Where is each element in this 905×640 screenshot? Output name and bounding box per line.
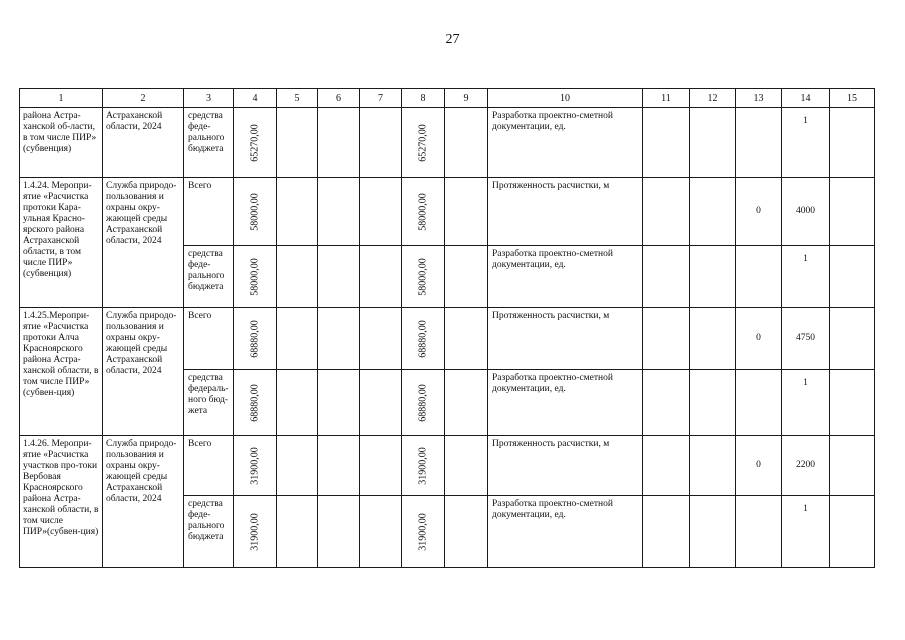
col-5-cell [277,108,318,178]
col-5-cell [277,370,318,436]
amount-col-4-value: 58000,00 [249,192,261,231]
activity-name: района Астра-ханской об-ласти, в том числе ПИР» (субвенция) [20,108,103,178]
amount-col-8 [402,496,445,568]
col-9-cell [445,178,488,246]
amount-col-8-value: 68880,00 [417,383,429,422]
col-5-cell [277,178,318,246]
col-5-cell [277,436,318,496]
col-13-value: 0 [736,308,782,370]
col-7-cell [360,178,402,246]
col-15-cell [830,108,875,178]
indicator-name: Разработка проектно-сметной документации, ед. [488,370,643,436]
amount-col-8 [402,308,445,370]
col-7-cell [360,108,402,178]
indicator-name: Разработка проектно-сметной документации, ед. [488,496,643,568]
amount-col-8-value: 65270,00 [417,123,429,162]
column-number-11: 11 [643,89,690,108]
col-12-cell [690,246,736,308]
executor-name: Служба природо-пользования и охраны окру-жающей среды Астраханской области, 2024 [103,436,184,568]
col-7-cell [360,496,402,568]
program-table [19,88,875,568]
col-6-cell [318,496,360,568]
column-number-14: 14 [782,89,830,108]
amount-col-4-value: 31900,00 [249,512,261,551]
amount-col-4-value: 58000,00 [249,257,261,296]
col-12-cell [690,436,736,496]
col-9-cell [445,246,488,308]
col-9-cell [445,436,488,496]
col-6-cell [318,436,360,496]
col-12-cell [690,496,736,568]
col-5-cell [277,496,318,568]
amount-col-8-value: 68880,00 [417,319,429,358]
column-number-15: 15 [830,89,875,108]
amount-col-4 [234,370,277,436]
col-9-cell [445,108,488,178]
amount-col-8-value: 31900,00 [417,446,429,485]
funding-source: средства феде-рального бюджета [184,108,234,178]
column-number-9: 9 [445,89,488,108]
col-6-cell [318,178,360,246]
col-7-cell [360,436,402,496]
col-6-cell [318,370,360,436]
column-number-3: 3 [184,89,234,108]
col-11-cell [643,108,690,178]
amount-col-8 [402,108,445,178]
col-12-cell [690,308,736,370]
col-15-cell [830,246,875,308]
col-6-cell [318,108,360,178]
indicator-name: Протяженность расчистки, м [488,436,643,496]
col-7-cell [360,370,402,436]
column-number-4: 4 [234,89,277,108]
activity-name: 1.4.25.Меропри-ятие «Расчистка протоки Алча Красноярского района Астра-ханской области, в том числе ПИР» (субвен-ция) [20,308,103,436]
executor-name: Астраханской области, 2024 [103,108,184,178]
funding-source: Всего [184,436,234,496]
col-6-cell [318,246,360,308]
amount-col-4 [234,496,277,568]
column-number-6: 6 [318,89,360,108]
col-14-value: 1 [782,108,830,178]
amount-col-8 [402,370,445,436]
col-7-cell [360,308,402,370]
table-row [20,436,875,496]
amount-col-4-value: 31900,00 [249,446,261,485]
amount-col-8 [402,436,445,496]
col-12-cell [690,108,736,178]
column-number-12: 12 [690,89,736,108]
col-11-cell [643,308,690,370]
col-14-value: 1 [782,496,830,568]
col-14-value: 4000 [782,178,830,246]
col-15-cell [830,370,875,436]
funding-source: средства феде-рального бюджета [184,246,234,308]
indicator-name: Разработка проектно-сметной документации, ед. [488,108,643,178]
amount-col-8-value: 31900,00 [417,512,429,551]
col-13-value [736,370,782,436]
table-row [20,108,875,178]
col-11-cell [643,370,690,436]
amount-col-8-value: 58000,00 [417,192,429,231]
amount-col-4-value: 68880,00 [249,383,261,422]
amount-col-4-value: 65270,00 [249,123,261,162]
col-13-value [736,246,782,308]
amount-col-8 [402,246,445,308]
funding-source: средства федераль-ного бюд-жета [184,370,234,436]
col-9-cell [445,308,488,370]
column-number-2: 2 [103,89,184,108]
indicator-name: Разработка проектно-сметной документации, ед. [488,246,643,308]
column-number-5: 5 [277,89,318,108]
amount-col-4 [234,308,277,370]
col-6-cell [318,308,360,370]
column-number-10: 10 [488,89,643,108]
page-number: 27 [445,32,460,47]
amount-col-8-value: 58000,00 [417,257,429,296]
col-14-value: 1 [782,370,830,436]
table-row [20,178,875,246]
col-11-cell [643,246,690,308]
column-number-row [20,89,875,108]
col-14-value: 2200 [782,436,830,496]
amount-col-4 [234,246,277,308]
amount-col-4 [234,178,277,246]
col-9-cell [445,496,488,568]
col-13-value [736,108,782,178]
column-number-13: 13 [736,89,782,108]
col-14-value: 4750 [782,308,830,370]
col-15-cell [830,308,875,370]
col-15-cell [830,496,875,568]
col-9-cell [445,370,488,436]
col-11-cell [643,178,690,246]
amount-col-8 [402,178,445,246]
col-13-value [736,496,782,568]
col-7-cell [360,246,402,308]
column-number-7: 7 [360,89,402,108]
col-5-cell [277,246,318,308]
activity-name: 1.4.26. Меропри-ятие «Расчистка участков про-токи Вербовая Красноярского района Астра-ханской области, в том числе ПИР»(субвен-ция) [20,436,103,568]
amount-col-4-value: 68880,00 [249,319,261,358]
col-11-cell [643,436,690,496]
activity-name: 1.4.24. Меропри-ятие «Расчистка протоки Кара-ульная Красно-ярского района Астраханской области, в том числе ПИР» (субвенция) [20,178,103,308]
col-13-value: 0 [736,178,782,246]
executor-name: Служба природо-пользования и охраны окру-жающей среды Астраханской области, 2024 [103,178,184,308]
funding-source: средства феде-рального бюджета [184,496,234,568]
funding-source: Всего [184,178,234,246]
indicator-name: Протяженность расчистки, м [488,308,643,370]
indicator-name: Протяженность расчистки, м [488,178,643,246]
column-number-1: 1 [20,89,103,108]
col-14-value: 1 [782,246,830,308]
amount-col-4 [234,108,277,178]
executor-name: Служба природо-пользования и охраны окру-жающей среды Астраханской области, 2024 [103,308,184,436]
col-11-cell [643,496,690,568]
col-13-value: 0 [736,436,782,496]
amount-col-4 [234,436,277,496]
column-number-8: 8 [402,89,445,108]
col-15-cell [830,178,875,246]
funding-source: Всего [184,308,234,370]
col-12-cell [690,178,736,246]
col-5-cell [277,308,318,370]
table-row [20,308,875,370]
col-15-cell [830,436,875,496]
col-12-cell [690,370,736,436]
